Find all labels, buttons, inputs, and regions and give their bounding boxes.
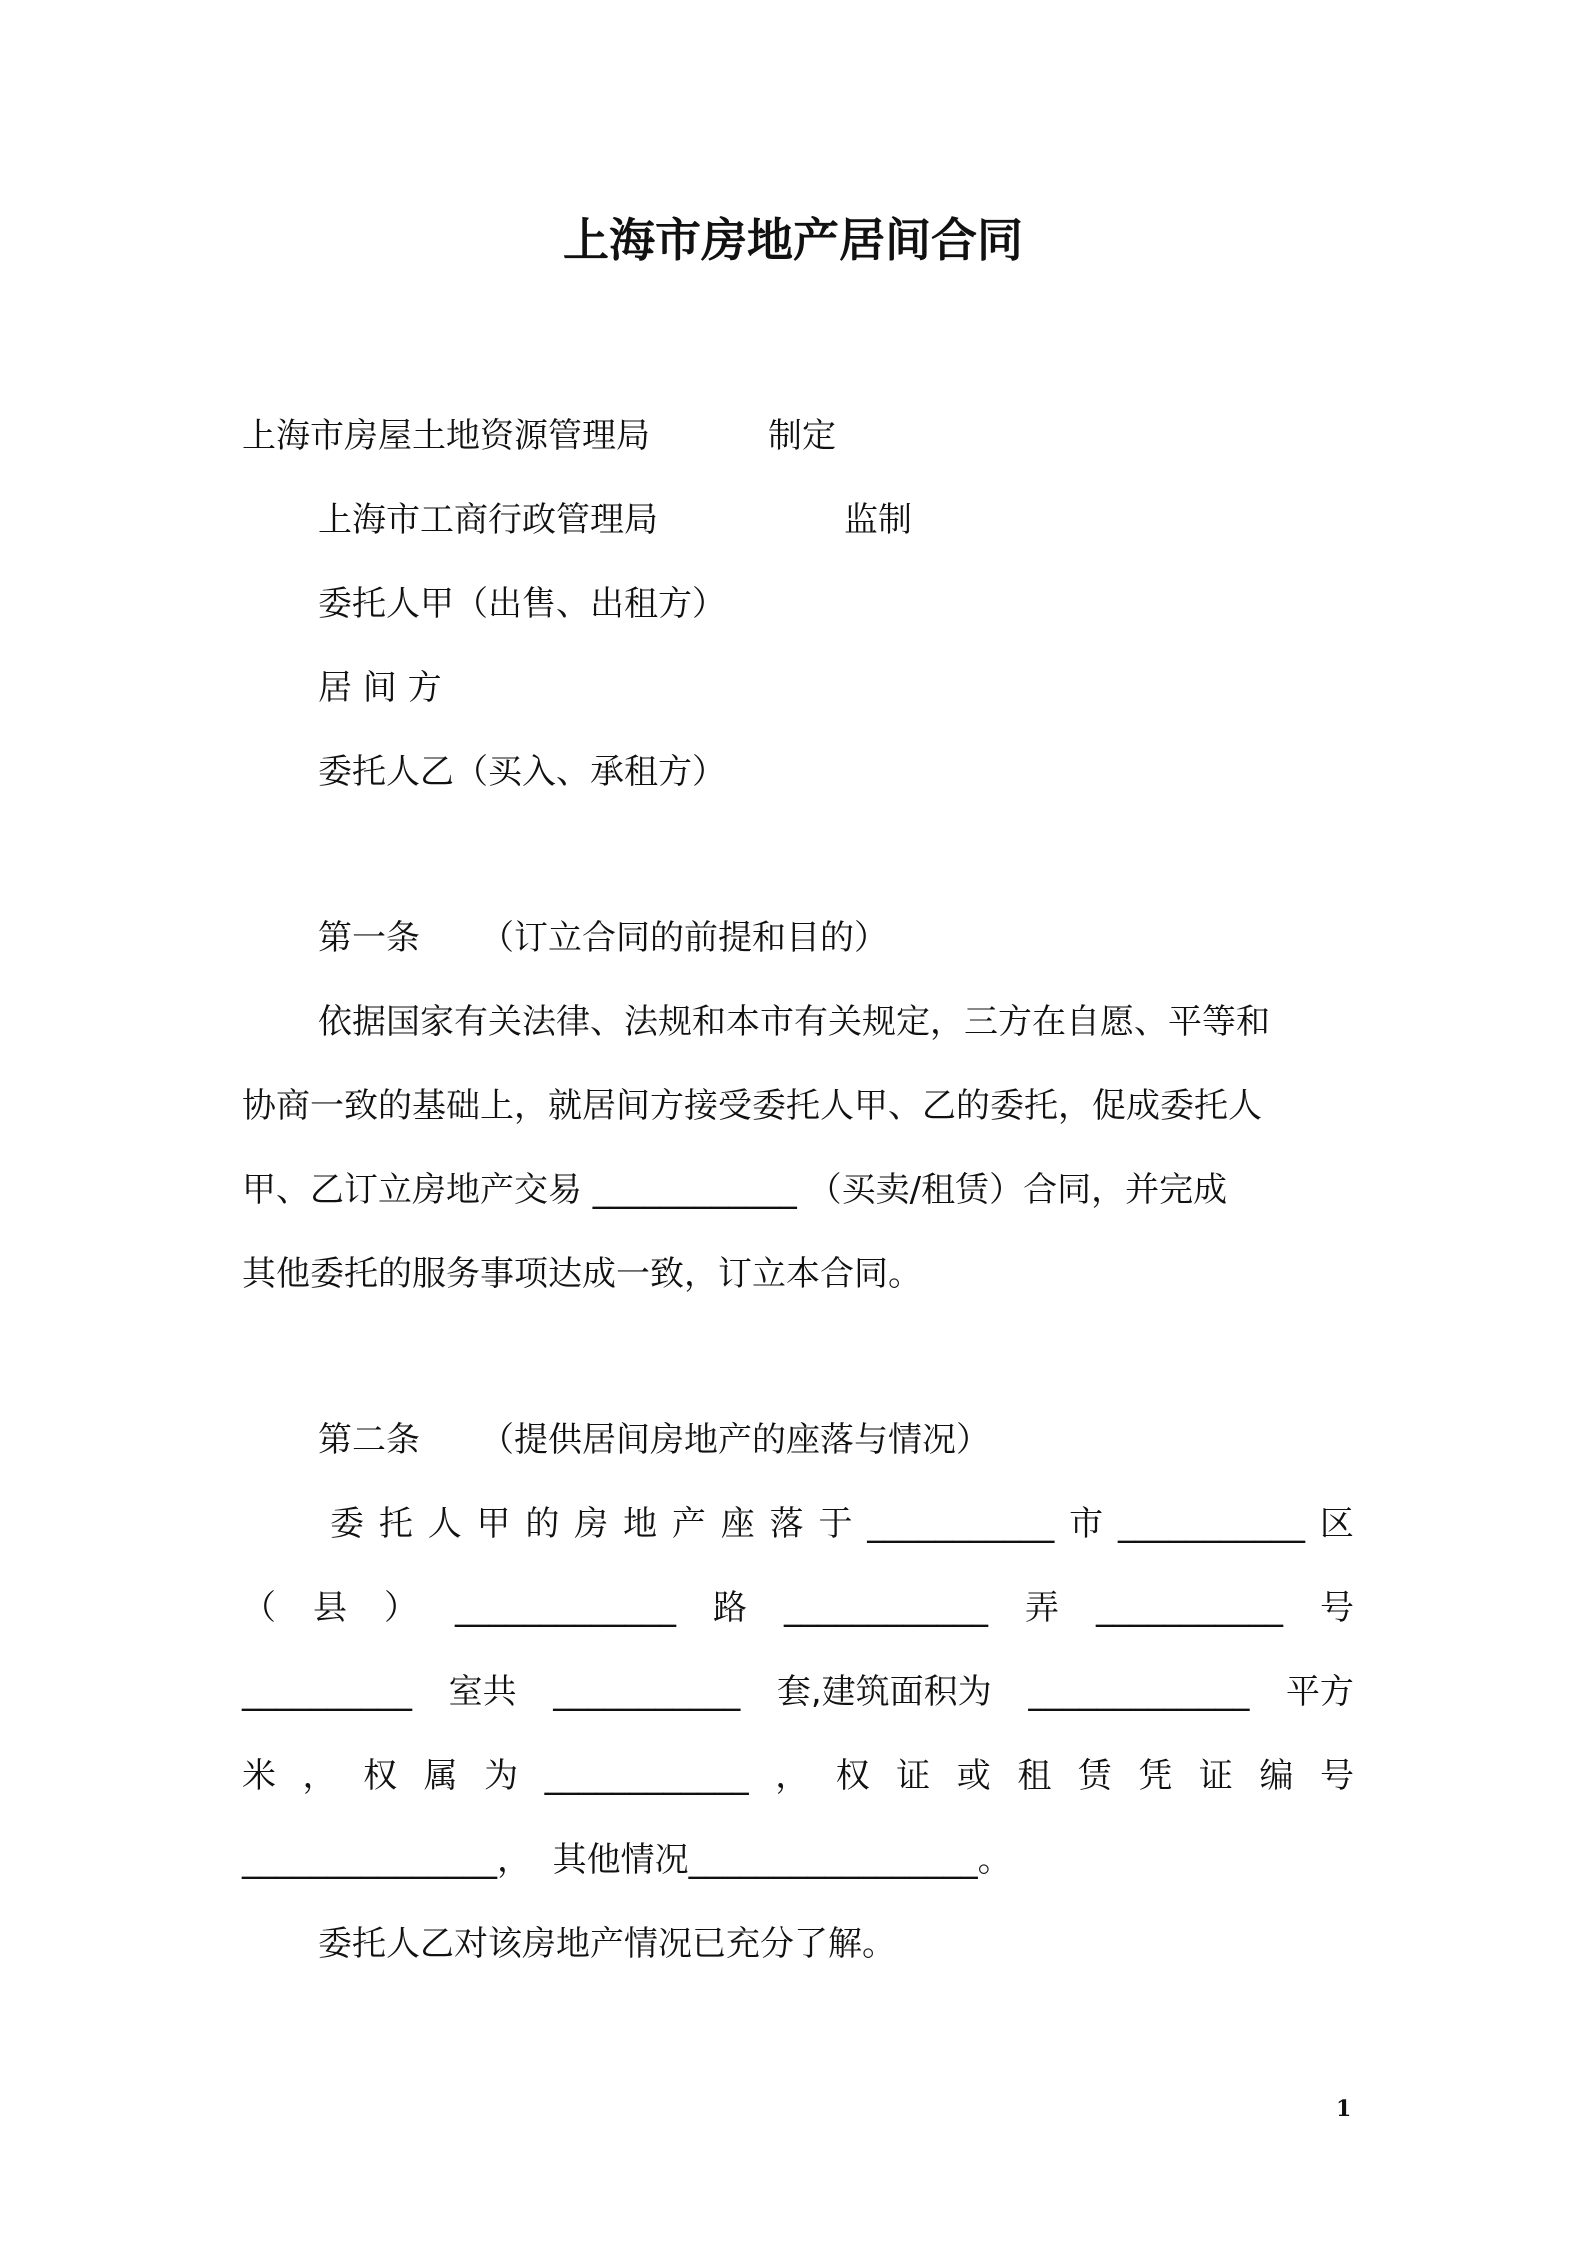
blank-field: ___________ <box>867 1504 1055 1544</box>
text-token: 人 <box>427 1504 462 1544</box>
text-token: 平方 <box>1285 1672 1354 1712</box>
blank-field: ___________ <box>553 1672 741 1712</box>
article-2-row-4 <box>242 1752 1354 1800</box>
issuer-1-name: 上海市房屋土地资源管理局 <box>242 416 650 456</box>
text-token: 米 <box>242 1756 276 1796</box>
text-token: 县 <box>313 1588 347 1628</box>
text-token: 甲 <box>476 1504 511 1544</box>
issuer-2-role: 监制 <box>844 500 912 540</box>
article-2-heading: 第二条 <box>318 1420 420 1460</box>
text-token: 弄 <box>1025 1588 1059 1628</box>
text-token: 凭 <box>1138 1756 1173 1796</box>
blank-field: ____________ <box>784 1588 988 1628</box>
article-2-row-3 <box>242 1668 1354 1716</box>
text-token: ， <box>302 1756 337 1796</box>
text-token: 座 <box>720 1504 755 1544</box>
page-number: 1 <box>1336 2096 1352 2122</box>
text-token: 房 <box>574 1504 609 1544</box>
text-token: 编 <box>1259 1756 1294 1796</box>
text-token: 为 <box>484 1756 519 1796</box>
blank-field: _____________ <box>1028 1672 1250 1712</box>
text-token: 赁 <box>1077 1756 1112 1796</box>
text-token: （ <box>242 1588 276 1628</box>
article-1-subtitle: （订立合同的前提和目的） <box>480 918 888 958</box>
text-token: ） <box>384 1588 418 1628</box>
text-token: 于 <box>818 1504 853 1544</box>
text-token: 权 <box>363 1756 398 1796</box>
text-token: 落 <box>769 1504 804 1544</box>
text-token: 委 <box>330 1504 364 1544</box>
text-token: 租 <box>1017 1756 1052 1796</box>
article-2-row-2 <box>242 1584 1354 1632</box>
text-token: 属 <box>423 1756 458 1796</box>
text-token: 权 <box>835 1756 870 1796</box>
blank-field: ___________ <box>1117 1504 1305 1544</box>
text-token: 市 <box>1069 1504 1104 1544</box>
text-token: 托 <box>378 1504 413 1544</box>
party-a-label: 委托人甲（出售、出租方） <box>318 584 726 624</box>
text-token: 证 <box>1198 1756 1233 1796</box>
issuer-2-name: 上海市工商行政管理局 <box>318 500 658 540</box>
text-token: 室共 <box>448 1672 517 1712</box>
article-1-text-line: 依据国家有关法律、法规和本市有关规定，三方在自愿、平等和 <box>318 1002 1270 1042</box>
text-token: 证 <box>896 1756 931 1796</box>
blank-field: _____________ <box>455 1588 676 1628</box>
document-title: 上海市房地产居间合同 <box>563 213 1023 267</box>
party-b-label: 委托人乙（买入、承租方） <box>318 752 726 792</box>
article-1-text-line: 甲、乙订立房地产交易 ____________ （买卖/租赁）合同，并完成 <box>242 1170 1228 1210</box>
text-token: 区 <box>1319 1504 1354 1544</box>
article-2-subtitle: （提供居间房地产的座落与情况） <box>480 1420 990 1460</box>
text-token: 或 <box>956 1756 991 1796</box>
broker-label: 居 间 方 <box>318 668 442 708</box>
article-1-text-line: 其他委托的服务事项达成一致，订立本合同。 <box>242 1254 922 1294</box>
text-token: 地 <box>623 1504 658 1544</box>
article-1-heading: 第一条 <box>318 918 420 958</box>
text-token: 的 <box>525 1504 560 1544</box>
text-token: 套,建筑面积为 <box>776 1672 992 1712</box>
blank-field: ___________ <box>1096 1588 1283 1628</box>
issuer-1-role: 制定 <box>768 416 836 456</box>
article-2-closing: 委托人乙对该房地产情况已充分了解。 <box>318 1924 896 1964</box>
article-2-row-1 <box>330 1500 1354 1548</box>
blank-field: ____________ <box>544 1756 749 1796</box>
article-1-text-line: 协商一致的基础上，就居间方接受委托人甲、乙的委托，促成委托人 <box>242 1086 1262 1126</box>
blank-field: __________ <box>242 1672 412 1712</box>
text-token: ， <box>775 1756 810 1796</box>
text-token: 产 <box>671 1504 706 1544</box>
article-2-row-5: _______________， 其他情况_________________。 <box>242 1840 1012 1880</box>
text-token: 号 <box>1320 1588 1354 1628</box>
text-token: 号 <box>1319 1756 1354 1796</box>
text-token: 路 <box>713 1588 747 1628</box>
